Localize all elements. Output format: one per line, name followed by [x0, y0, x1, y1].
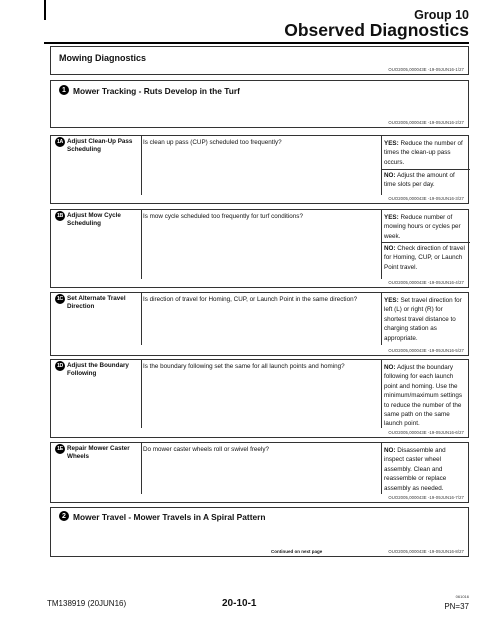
step-1b-badge: 1B [56, 213, 64, 219]
page-title: Observed Diagnostics [284, 20, 469, 40]
question-divider [141, 293, 142, 345]
section-title: Mowing Diagnostics [59, 53, 147, 63]
title-underline [44, 42, 469, 44]
answer-key: YES: [384, 214, 399, 221]
question-divider [141, 360, 142, 428]
doc-number: TM138919 (20JUN16) [47, 599, 127, 608]
problem-2-box [50, 507, 469, 557]
header-rule [44, 0, 46, 20]
step-1a-ref: OUO2005,000043E -19-09JUN16-3/27 [388, 196, 464, 201]
step-1c-box [50, 292, 469, 356]
step-1b-answer-no [384, 244, 466, 272]
step-1e-label: Repair Mower Caster Wheels [67, 445, 130, 460]
step-1a-badge: 1A [56, 139, 64, 145]
step-1c-question: Is direction of travel for Homing, CUP, or Launch Point in the same direction? [143, 296, 358, 303]
step-1a-question: Is clean up pass (CUP) scheduled too frequently? [143, 139, 282, 146]
step-1e-badge: 1E [55, 444, 65, 454]
step-1b-ref: OUO2005,000043E -19-09JUN16-4/27 [388, 280, 464, 285]
step-1e-answer-no [384, 446, 466, 493]
step-1c-badge: 1C [56, 296, 64, 302]
section-box [50, 46, 469, 75]
answer-key: NO: [384, 447, 396, 454]
answer-text: Adjust the amount of time slots per day. [384, 172, 455, 189]
answer-key: NO: [384, 364, 396, 371]
step-1c-label: Set Alternate Travel Direction [67, 295, 126, 310]
step-1e-ref: OUO2005,000043E -19-09JUN16-7/27 [388, 495, 464, 500]
step-1b-question: Is mow cycle scheduled too frequently for turf conditions? [143, 213, 303, 220]
answer-key: NO: [384, 172, 396, 179]
step-1d-box [50, 359, 469, 438]
step-1b-label: Adjust Mow Cycle Scheduling [67, 212, 121, 227]
answer-text: Reduce the number of times the clean-up pass occurs. [384, 140, 463, 166]
answer-separator [381, 242, 470, 243]
page-number: 20-10-1 [222, 598, 257, 609]
step-1c-ref: OUO2005,000043E -19-09JUN16-5/27 [388, 348, 464, 353]
step-1d-answer-no [384, 363, 466, 429]
answer-divider [381, 360, 382, 428]
answer-divider [381, 210, 382, 279]
question-divider [141, 210, 142, 279]
section-ref: OUO2005,000043E -19-09JUN16-1/27 [388, 67, 464, 72]
step-1d-ref: OUO2005,000043E -19-09JUN16-6/27 [388, 430, 464, 435]
step-1a-answer-yes [384, 139, 466, 167]
problem-1-badge: 1 [59, 85, 69, 95]
problem-2-ref: OUO2005,000043E -19-09JUN16-8/27 [388, 549, 464, 554]
pn-number: PN=37 [444, 602, 469, 611]
answer-text: Check direction of travel for Homing, CUP, or Launch Point travel. [384, 245, 465, 271]
problem-1-title: Mower Tracking - Ruts Develop in the Turf [73, 86, 240, 96]
answer-separator [381, 169, 470, 170]
step-1d-question: Is the boundary following set the same for all launch points and homing? [143, 363, 345, 370]
problem-2-badge: 2 [59, 511, 69, 521]
group-number: Group 10 [414, 8, 469, 22]
question-divider [141, 136, 142, 195]
step-1e-box [50, 442, 469, 503]
answer-text: Disassemble and inspect caster wheel assembly. Clean and reassemble or replace assembly as needed. [384, 447, 447, 492]
answer-text: Adjust the boundary following for each launch point and homing. Use the minimum/maximum settings to reduce the number of the same path on the same launch point. [384, 364, 463, 428]
answer-key: YES: [384, 297, 399, 304]
step-1a-box [50, 135, 469, 204]
answer-divider [381, 136, 382, 195]
step-1b-answer-yes [384, 213, 466, 241]
step-1b-box [50, 209, 469, 288]
step-1d-label: Adjust the Boundary Following [67, 362, 129, 377]
question-divider [141, 443, 142, 494]
step-1e-question: Do mower caster wheels roll or swivel freely? [143, 446, 269, 453]
answer-key: YES: [384, 140, 399, 147]
continued-note: Continued on next page [271, 549, 323, 554]
step-1c-answer-yes [384, 296, 466, 343]
problem-1-ref: OUO2005,000043E -19-09JUN16-2/27 [388, 120, 464, 125]
problem-1-box [50, 80, 469, 128]
answer-key: NO: [384, 245, 396, 252]
step-1a-label: Adjust Clean-Up Pass Scheduling [67, 138, 133, 153]
step-1a-answer-no [384, 171, 466, 190]
date-code: 061016 [455, 594, 469, 599]
answer-divider [381, 443, 382, 494]
answer-divider [381, 293, 382, 345]
problem-2-title: Mower Travel - Mower Travels in A Spiral Pattern [73, 512, 266, 522]
answer-text: Set travel direction for left (L) or right (R) for shortest travel distance to charging station as appropriate. [384, 297, 462, 342]
answer-text: Reduce number of mowing hours or cycles per week. [384, 214, 461, 240]
step-1d-badge: 1D [56, 363, 64, 369]
